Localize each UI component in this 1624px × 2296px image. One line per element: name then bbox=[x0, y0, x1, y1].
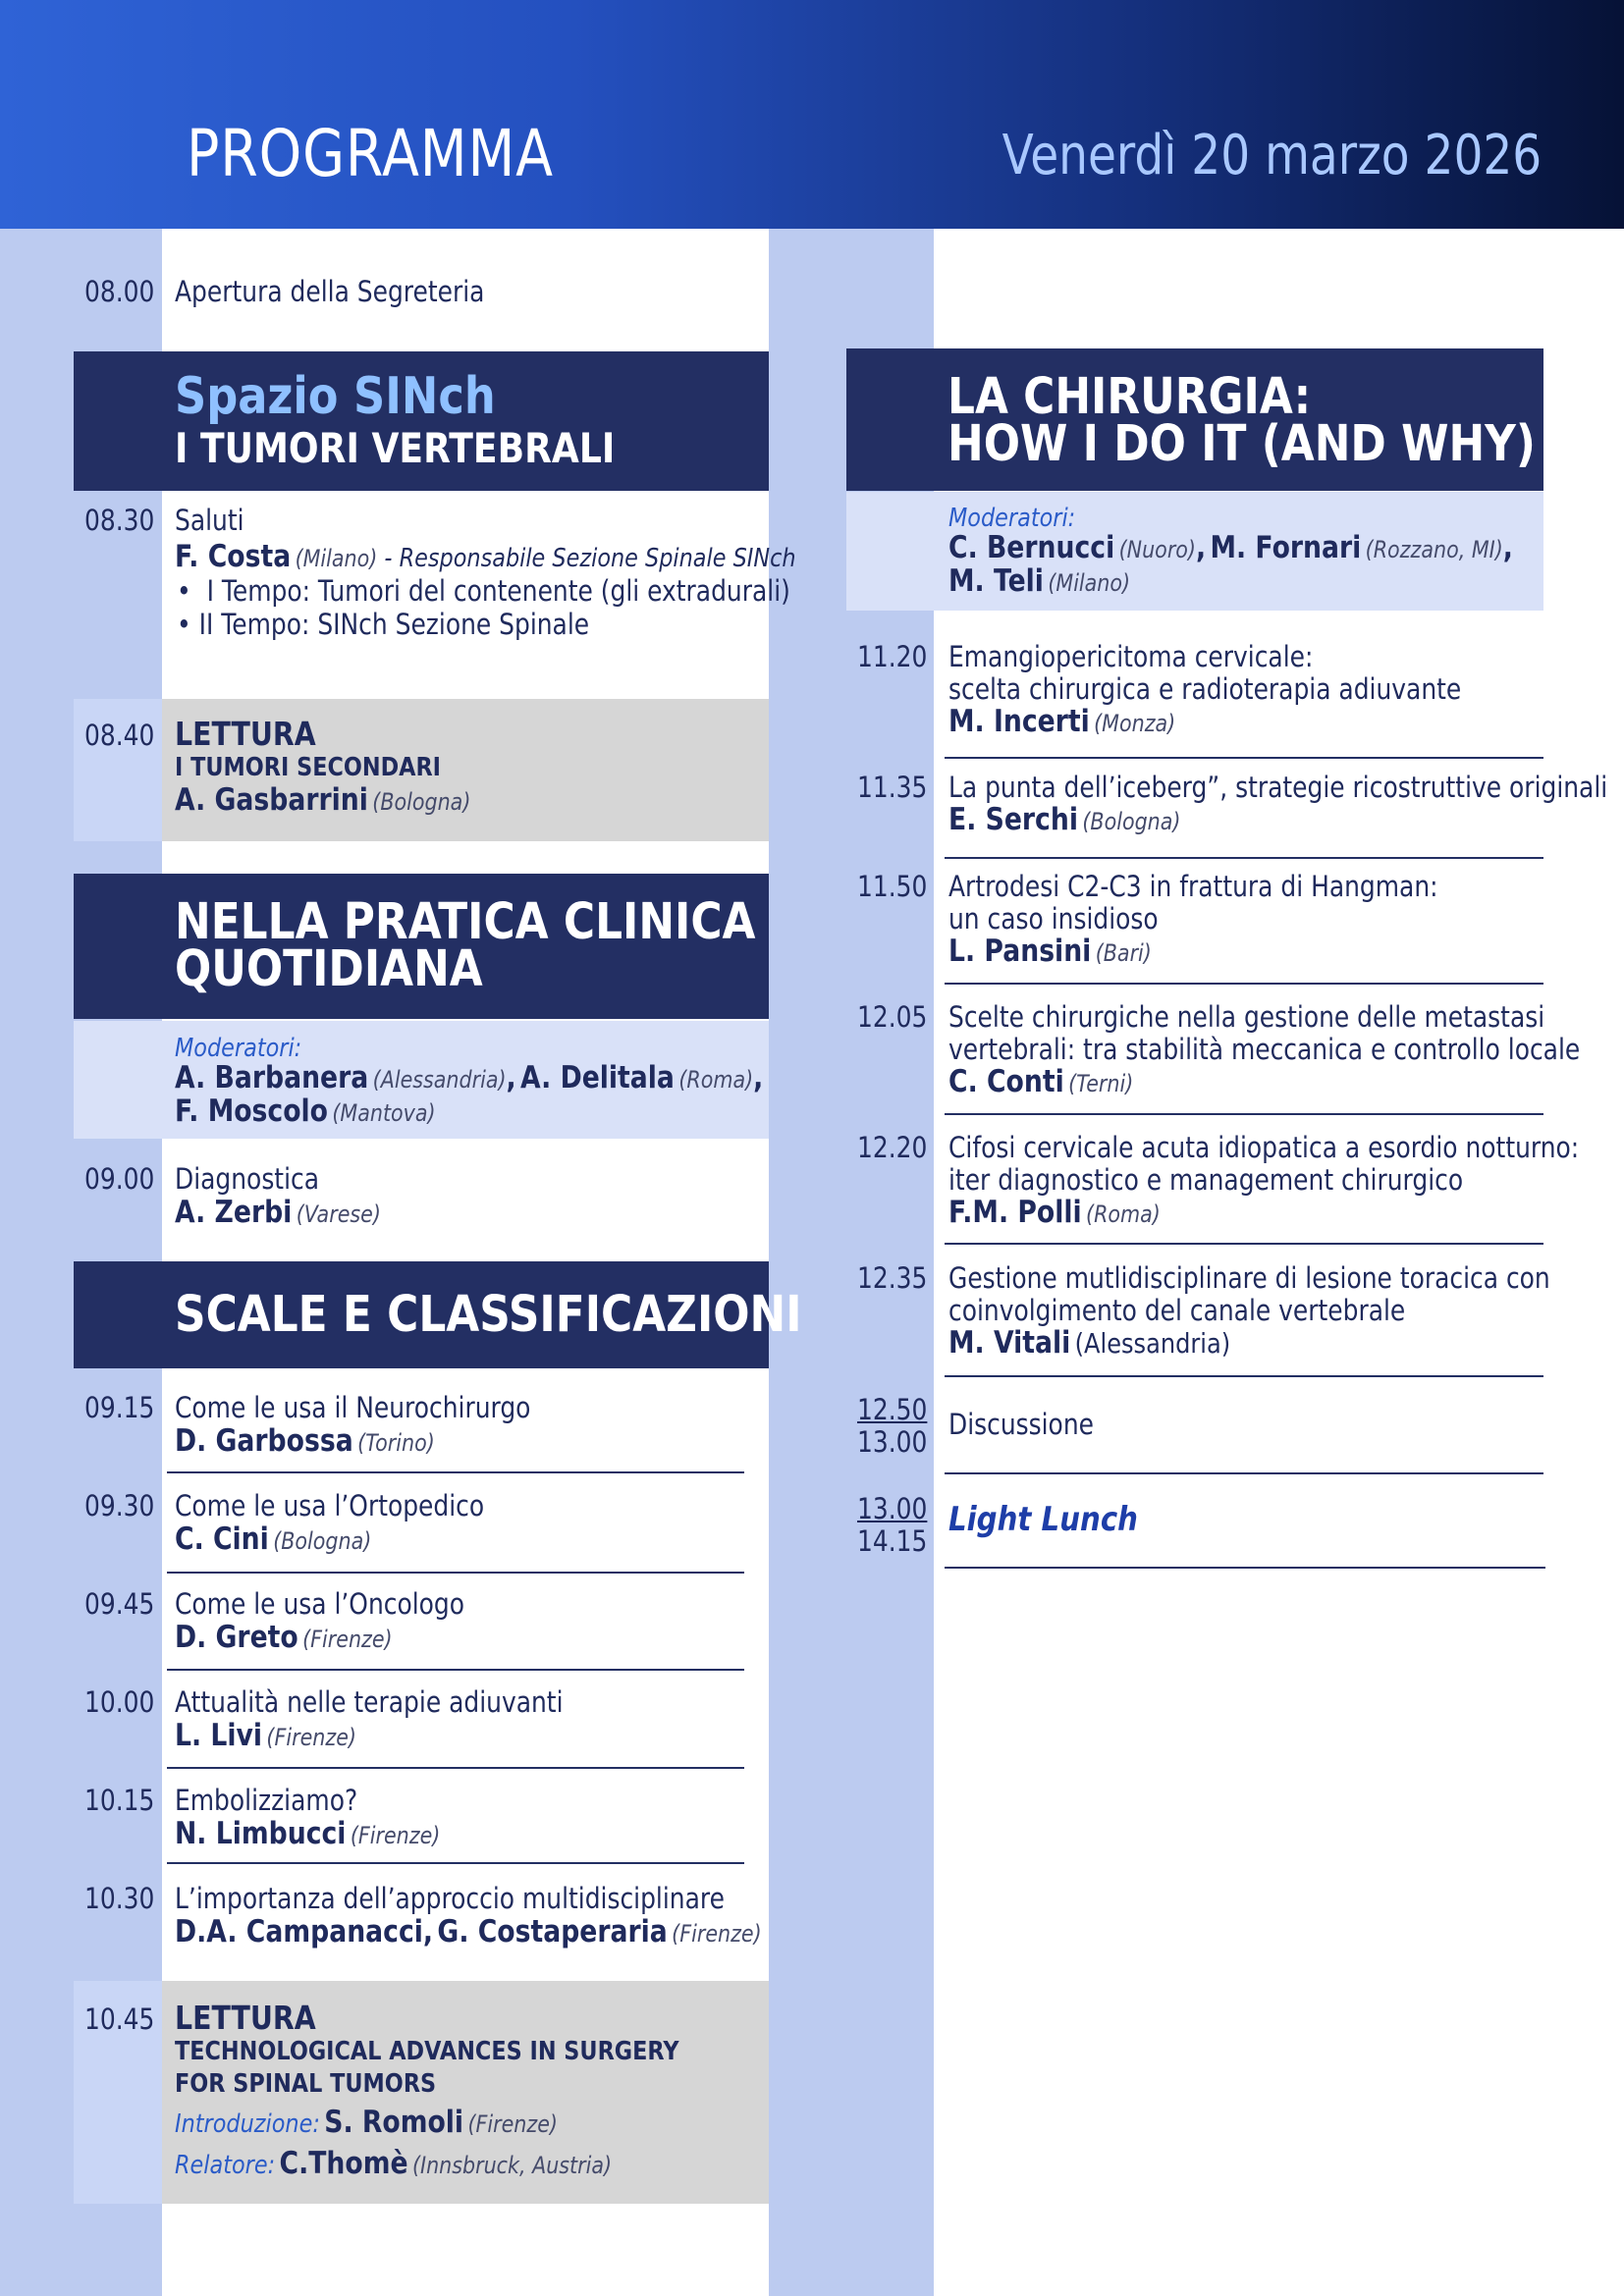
saluti-bullet-2 bbox=[177, 608, 589, 641]
divider bbox=[167, 1862, 744, 1864]
time-talk: 10.00 bbox=[84, 1685, 155, 1719]
time-talk: 09.30 bbox=[84, 1489, 155, 1522]
talk-speaker-line bbox=[175, 1620, 393, 1655]
time-discussione-start: 12.50 bbox=[857, 1393, 928, 1426]
section-chirurgia-title-1: LA CHIRURGIA: bbox=[947, 368, 1312, 426]
lettura-2-label: LETTURA bbox=[175, 1999, 316, 2037]
time-multi: 10.30 bbox=[84, 1882, 155, 1915]
time-talk: 11.50 bbox=[857, 870, 928, 903]
diagnostica-title: Diagnostica bbox=[175, 1162, 320, 1196]
divider bbox=[945, 857, 1543, 859]
talk-title-line-1: Scelte chirurgiche nella gestione delle metastasi bbox=[948, 1000, 1545, 1034]
speaker-city: (Monza) bbox=[1094, 710, 1176, 737]
time-opening: 08.00 bbox=[84, 275, 155, 308]
talk-speaker-line bbox=[175, 1423, 435, 1459]
time-talk: 12.20 bbox=[857, 1131, 928, 1164]
bullet-icon: • bbox=[177, 574, 191, 608]
lettura-2-rel-line bbox=[175, 2146, 612, 2181]
relatore-label: Relatore: bbox=[175, 2151, 276, 2180]
divider bbox=[945, 1375, 1543, 1377]
saluti-title: Saluti bbox=[175, 504, 244, 537]
talk-speaker-line bbox=[175, 1816, 440, 1851]
lettura-1-speaker-line bbox=[175, 782, 470, 818]
lettura-1-subtitle: I TUMORI SECONDARI bbox=[175, 753, 442, 782]
moderators-line-2 bbox=[175, 1094, 436, 1129]
moderator-city: (Alessandria) bbox=[372, 1066, 507, 1094]
moderator-city: (Rozzano, MI) bbox=[1365, 536, 1503, 563]
time-diagnostica: 09.00 bbox=[84, 1162, 155, 1196]
saluti-speaker-line bbox=[175, 539, 796, 574]
divider bbox=[167, 1572, 744, 1574]
talk-title-line-2: un caso insidioso bbox=[948, 902, 1159, 935]
time-lunch-start: 13.00 bbox=[857, 1492, 928, 1525]
speaker-name: A. Zerbi bbox=[175, 1195, 293, 1230]
lettura-2-intro-line bbox=[175, 2105, 558, 2140]
speaker-name: D. Greto bbox=[175, 1620, 298, 1655]
talk-title: Come le usa l’Ortopedico bbox=[175, 1489, 485, 1522]
time-lettura-1: 08.40 bbox=[84, 719, 155, 752]
divider bbox=[945, 1472, 1543, 1474]
speaker-role: - Responsabile Sezione Spinale SINch bbox=[377, 544, 796, 573]
time-talk: 12.35 bbox=[857, 1261, 928, 1295]
speaker-city: (Alessandria) bbox=[1074, 1327, 1231, 1360]
speaker-name: L. Pansini bbox=[948, 934, 1092, 969]
speaker-city: (Firenze) bbox=[672, 1920, 762, 1948]
talk-speaker-line bbox=[948, 1064, 1133, 1099]
moderator-city: (Roma) bbox=[678, 1066, 754, 1094]
divider bbox=[945, 1567, 1545, 1569]
moderator-name: M. Fornari bbox=[1210, 530, 1362, 565]
divider bbox=[945, 757, 1543, 759]
speaker-city: (Milano) bbox=[295, 545, 378, 572]
section-sinch-subtitle: I TUMORI VERTEBRALI bbox=[175, 424, 616, 472]
moderator-name: A. Barbanera bbox=[175, 1060, 369, 1095]
time-saluti: 08.30 bbox=[84, 504, 155, 537]
talk-title-line-1: Gestione mutlidisciplinare di lesione toracica con bbox=[948, 1261, 1550, 1295]
talk-title: Come le usa il Neurochirurgo bbox=[175, 1391, 531, 1424]
bullet-icon: • bbox=[177, 608, 191, 641]
speaker-city: (Bologna) bbox=[273, 1527, 372, 1555]
talk-speaker-line bbox=[948, 1325, 1230, 1361]
speaker-name: E. Serchi bbox=[948, 802, 1078, 837]
section-pratica-title-2: QUOTIDIANA bbox=[175, 940, 483, 998]
divider bbox=[167, 1767, 744, 1769]
talk-speaker-line bbox=[175, 1522, 371, 1557]
multi-speaker-line bbox=[175, 1914, 762, 1949]
talk-title-line-2: vertebrali: tra stabilità meccanica e controllo locale bbox=[948, 1033, 1581, 1066]
divider bbox=[945, 983, 1543, 985]
page-title: PROGRAMMA bbox=[187, 116, 554, 191]
moderators-label: Moderatori: bbox=[175, 1034, 302, 1063]
discussione-text: Discussione bbox=[948, 1408, 1094, 1441]
speaker-name: C. Conti bbox=[948, 1064, 1064, 1099]
separator: , bbox=[753, 1060, 764, 1095]
speaker-name: L. Livi bbox=[175, 1718, 263, 1753]
lunch-text: Light Lunch bbox=[948, 1500, 1138, 1539]
separator: , bbox=[1502, 530, 1513, 565]
separator: , bbox=[1195, 530, 1207, 565]
speaker-name: F.M. Polli bbox=[948, 1195, 1082, 1230]
diagnostica-speaker-line bbox=[175, 1195, 381, 1230]
moderator-name: F. Moscolo bbox=[175, 1094, 328, 1129]
talk-title-line-1: Emangiopericitoma cervicale: bbox=[948, 640, 1314, 673]
intro-label: Introduzione: bbox=[175, 2109, 320, 2139]
lettura-2-subtitle-1: TECHNOLOGICAL ADVANCES IN SURGERY bbox=[175, 2037, 679, 2066]
talk-title: Come le usa l’Oncologo bbox=[175, 1587, 464, 1621]
talk-speaker-line bbox=[175, 1718, 356, 1753]
bullet-text: I Tempo: Tumori del contenente (gli extradurali) bbox=[206, 574, 790, 608]
moderator-name: C. Bernucci bbox=[948, 530, 1115, 565]
talk-speaker-line bbox=[948, 934, 1152, 969]
talk-title-line-1: La punta dell’iceberg”, strategie ricostruttive originali bbox=[948, 771, 1608, 804]
speaker-city: (Bari) bbox=[1095, 939, 1152, 967]
divider bbox=[945, 1243, 1543, 1245]
speaker-name: C.Thomè bbox=[279, 2146, 408, 2181]
speaker-name: D. Garbossa bbox=[175, 1423, 353, 1459]
divider bbox=[167, 1669, 744, 1671]
speaker-city: (Bologna) bbox=[372, 788, 471, 816]
speaker-name: S. Romoli bbox=[324, 2105, 464, 2140]
talk-title-line-2: iter diagnostico e management chirurgico bbox=[948, 1163, 1464, 1197]
talk-title: Embolizziamo? bbox=[175, 1784, 358, 1817]
speaker-city: (Firenze) bbox=[467, 2110, 558, 2138]
multi-title: L’importanza dell’approccio multidisciplinare bbox=[175, 1882, 725, 1915]
speaker-name: G. Costaperaria bbox=[437, 1914, 668, 1949]
talk-title-line-2: scelta chirurgica e radioterapia adiuvante bbox=[948, 672, 1462, 706]
section-pratica-title-1: NELLA PRATICA CLINICA bbox=[175, 893, 756, 951]
speaker-city: (Varese) bbox=[296, 1201, 381, 1228]
speaker-name: N. Limbucci bbox=[175, 1816, 347, 1851]
time-talk: 09.45 bbox=[84, 1587, 155, 1621]
talk-title-line-2: coinvolgimento del canale vertebrale bbox=[948, 1294, 1406, 1327]
speaker-city: (Firenze) bbox=[302, 1626, 393, 1653]
speaker-name: M. Incerti bbox=[948, 704, 1090, 739]
time-talk: 09.15 bbox=[84, 1391, 155, 1424]
page-header bbox=[0, 0, 1624, 229]
bullet-text: II Tempo: SINch Sezione Spinale bbox=[198, 608, 590, 641]
time-talk: 11.35 bbox=[857, 771, 928, 804]
speaker-name: M. Vitali bbox=[948, 1325, 1071, 1361]
speaker-city: (Roma) bbox=[1086, 1201, 1161, 1228]
section-scale-title: SCALE E CLASSIFICAZIONI bbox=[175, 1286, 802, 1344]
speaker-name: C. Cini bbox=[175, 1522, 269, 1557]
opening-text: Apertura della Segreteria bbox=[175, 275, 485, 308]
time-talk: 10.15 bbox=[84, 1784, 155, 1817]
separator: , bbox=[422, 1914, 434, 1949]
moderators-line-1 bbox=[948, 530, 1513, 565]
speaker-city: (Firenze) bbox=[266, 1724, 356, 1751]
speaker-city: (Firenze) bbox=[350, 1822, 441, 1849]
time-talk: 11.20 bbox=[857, 640, 928, 673]
speaker-name: F. Costa bbox=[175, 539, 292, 574]
speaker-city: (Torino) bbox=[357, 1429, 435, 1457]
talk-speaker-line bbox=[948, 704, 1175, 739]
section-sinch-title: Spazio SINch bbox=[175, 367, 496, 426]
talk-speaker-line bbox=[948, 802, 1180, 837]
time-talk: 12.05 bbox=[857, 1000, 928, 1034]
time-lunch-end: 14.15 bbox=[857, 1524, 928, 1558]
time-lettura-2: 10.45 bbox=[84, 2002, 155, 2036]
moderators-line-1 bbox=[175, 1060, 763, 1095]
event-date: Venerdì 20 marzo 2026 bbox=[1001, 124, 1542, 187]
moderator-name: A. Delitala bbox=[520, 1060, 675, 1095]
divider bbox=[167, 1471, 744, 1473]
talk-speaker-line bbox=[948, 1195, 1161, 1230]
time-discussione-end: 13.00 bbox=[857, 1425, 928, 1459]
lettura-1-label: LETTURA bbox=[175, 715, 316, 753]
separator: , bbox=[506, 1060, 516, 1095]
divider bbox=[945, 1113, 1543, 1115]
talk-title-line-1: Cifosi cervicale acuta idiopatica a esordio notturno: bbox=[948, 1131, 1580, 1164]
moderators-line-2 bbox=[948, 563, 1130, 599]
talk-title: Attualità nelle terapie adiuvanti bbox=[175, 1685, 564, 1719]
moderator-city: (Mantova) bbox=[332, 1099, 436, 1127]
moderator-name: M. Teli bbox=[948, 563, 1044, 599]
speaker-city: (Bologna) bbox=[1082, 808, 1181, 835]
speaker-city: (Innsbruck, Austria) bbox=[411, 2152, 613, 2179]
moderator-city: (Nuoro) bbox=[1118, 536, 1196, 563]
saluti-bullet-1 bbox=[177, 574, 790, 608]
speaker-name: D.A. Campanacci bbox=[175, 1914, 423, 1949]
speaker-name: A. Gasbarrini bbox=[175, 782, 368, 818]
moderator-city: (Milano) bbox=[1048, 569, 1131, 597]
speaker-city: (Terni) bbox=[1068, 1070, 1134, 1097]
section-chirurgia-title-2: HOW I DO IT (AND WHY) bbox=[947, 415, 1536, 473]
talk-title-line-1: Artrodesi C2-C3 in frattura di Hangman: bbox=[948, 870, 1438, 903]
lettura-2-subtitle-2: FOR SPINAL TUMORS bbox=[175, 2069, 437, 2099]
moderators-label: Moderatori: bbox=[948, 504, 1076, 533]
